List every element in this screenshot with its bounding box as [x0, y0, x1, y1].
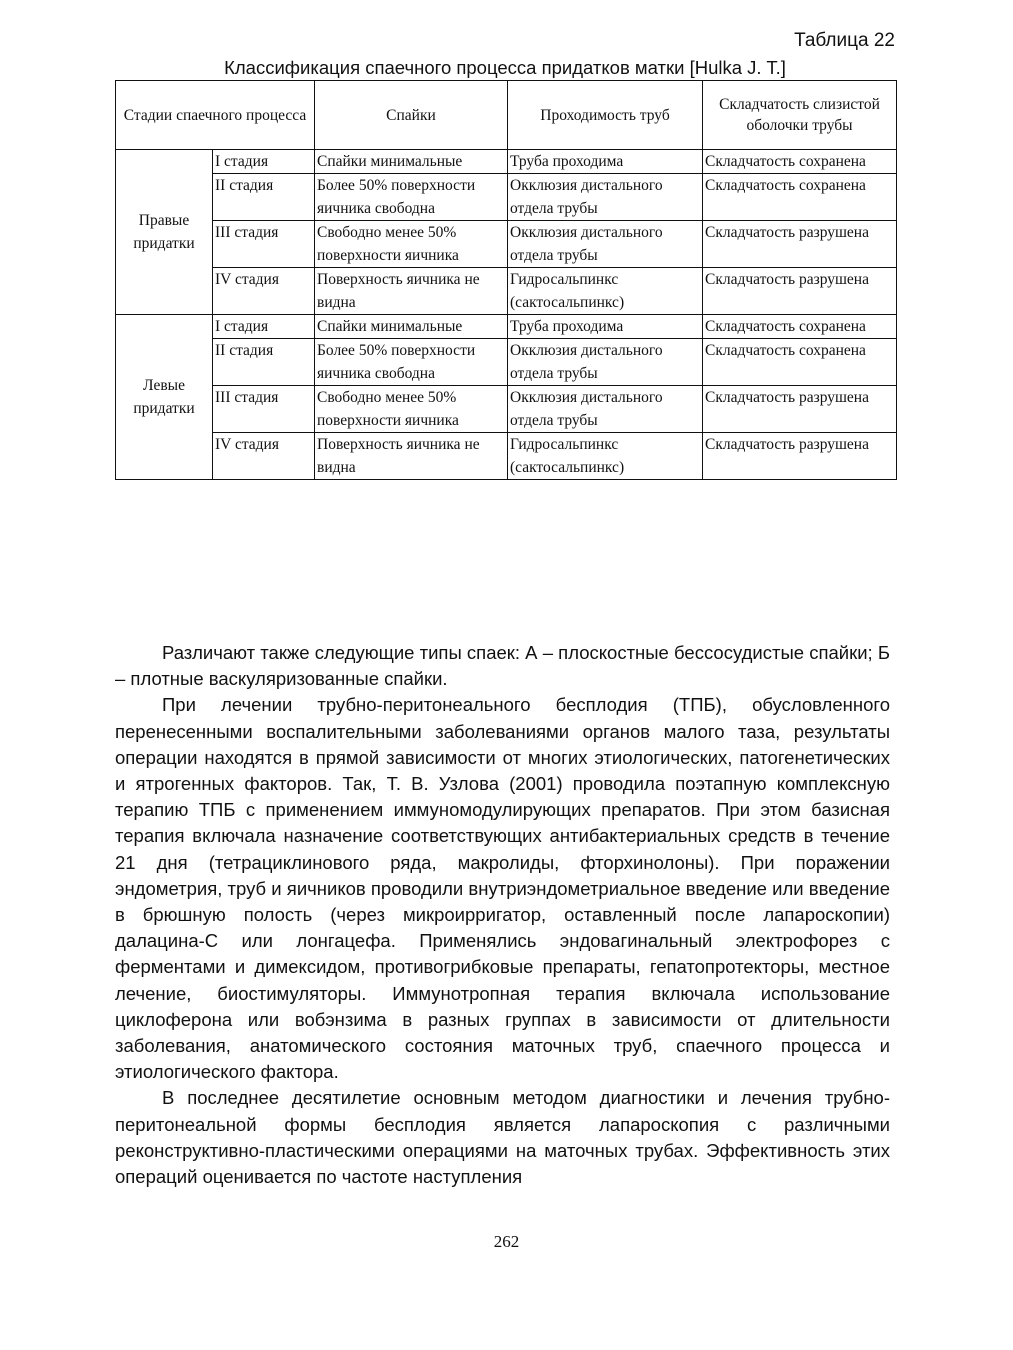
group-left-adnexa: Левые придатки: [116, 315, 213, 480]
adhesions-cell: Свободно менее 50% поверхности яичника: [315, 386, 508, 433]
patency-cell: Гидросальпинкс (сактосальпинкс): [508, 268, 703, 315]
table-row: [116, 386, 897, 433]
patency-cell: Гидросальпинкс (сактосальпинкс): [508, 433, 703, 480]
table-row: [116, 174, 897, 221]
patency-cell: Окклюзия дистального отдела трубы: [508, 174, 703, 221]
adhesions-cell: Спайки минимальные: [315, 315, 508, 339]
patency-cell: Окклюзия дистального отдела трубы: [508, 221, 703, 268]
table-row: [116, 433, 897, 480]
group-right-adnexa: Правые придатки: [116, 150, 213, 315]
adhesions-cell: Свободно менее 50% поверхности яичника: [315, 221, 508, 268]
table-label: Таблица 22: [794, 30, 895, 51]
stage-cell: I стадия: [213, 315, 315, 339]
stage-cell: I стадия: [213, 150, 315, 174]
header-stages: Стадии спаечного процесса: [116, 81, 315, 150]
paragraph: При лечении трубно-перитонеального бесплодия (ТПБ), обусловленного перенесенными воспалительными заболеваниями органов малого таза, результаты операции находятся в прямой зависимости от многих этиологических, патогенетических и ятрогенных факторов. Так, Т. В. Узлова (2001) проводила поэтапную комплексную терапию ТПБ с применением иммуномодулирующих препаратов. При этом базисная терапия включала назначение соответствующих антибактериальных средств в течение 21 дня (тетрациклинового ряда, макролиды, фторхинолоны). При поражении эндометрия, труб и яичников проводили внутриэндометриальное введение или введение в брюшную полость (через микроирригатор, оставленный после лапароскопии) далацина-С или лонгацефа. Применялись эндовагинальный электрофорез с ферментами и димексидом, противогрибковые препараты, гепатопротекторы, местное лечение, биостимуляторы. Иммунотропная терапия включала использование циклоферона или вобэнзима в разных группах в зависимости от длительности заболевания, анатомического состояния маточных труб, спаечного процесса и этиологического фактора.: [115, 694, 890, 1083]
patency-cell: Окклюзия дистального отдела трубы: [508, 339, 703, 386]
adhesions-cell: Спайки минимальные: [315, 150, 508, 174]
body-text: [115, 640, 890, 1190]
folding-cell: Складчатость сохранена: [703, 174, 897, 221]
adhesions-cell: Поверхность яичника не видна: [315, 268, 508, 315]
page-number: 262: [493, 1232, 520, 1251]
paragraph: Различают также следующие типы спаек: А – плоскостные бессосудистые спайки; Б – плотные васкуляризованные спайки.: [115, 642, 890, 690]
folding-cell: Складчатость сохранена: [703, 315, 897, 339]
stage-cell: III стадия: [213, 221, 315, 268]
patency-cell: Труба проходима: [508, 315, 703, 339]
folding-cell: Складчатость сохранена: [703, 339, 897, 386]
folding-cell: Складчатость разрушена: [703, 221, 897, 268]
table-header-row: [116, 81, 897, 150]
patency-cell: Окклюзия дистального отдела трубы: [508, 386, 703, 433]
patency-cell: Труба проходима: [508, 150, 703, 174]
header-patency: Проходимость труб: [508, 81, 703, 150]
adhesions-cell: Поверхность яичника не видна: [315, 433, 508, 480]
classification-table: [115, 80, 897, 480]
folding-cell: Складчатость разрушена: [703, 386, 897, 433]
table-row: [116, 221, 897, 268]
table-row: [116, 268, 897, 315]
stage-cell: III стадия: [213, 386, 315, 433]
adhesions-cell: Более 50% поверхности яичника свободна: [315, 339, 508, 386]
table-row: [116, 150, 897, 174]
table-row: [116, 339, 897, 386]
stage-cell: IV стадия: [213, 268, 315, 315]
adhesions-cell: Более 50% поверхности яичника свободна: [315, 174, 508, 221]
header-folding: Складчатость слизистой оболочки трубы: [703, 81, 897, 150]
folding-cell: Складчатость разрушена: [703, 433, 897, 480]
header-adhesions: Спайки: [315, 81, 508, 150]
table-title: Классификация спаечного процесса придатков матки [Hulka J. T.]: [224, 57, 786, 78]
folding-cell: Складчатость разрушена: [703, 268, 897, 315]
folding-cell: Складчатость сохранена: [703, 150, 897, 174]
stage-cell: IV стадия: [213, 433, 315, 480]
paragraph: В последнее десятилетие основным методом диагностики и лечения трубно-перитонеальной формы бесплодия является лапароскопия с различными реконструктивно-пластическими операциями на маточных трубах. Эффективность этих операций оценивается по частоте наступления: [115, 1087, 890, 1188]
table-row: [116, 315, 897, 339]
stage-cell: II стадия: [213, 339, 315, 386]
stage-cell: II стадия: [213, 174, 315, 221]
